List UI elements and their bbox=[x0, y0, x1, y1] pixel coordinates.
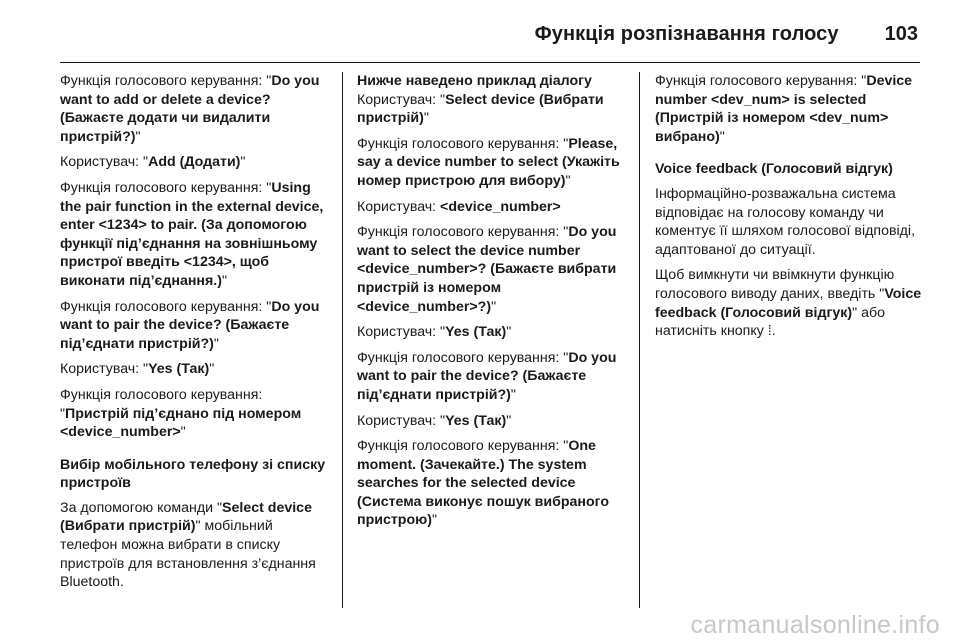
dialog-line: Користувач: "Select device (Вибрати пристрій)" bbox=[357, 91, 604, 127]
paragraph: Інформаційно-розважальна система відповідає на голосову команду чи коментує її шляхом голосової відповіді, адаптованої до ситуації. bbox=[655, 185, 916, 258]
section-heading: Нижче наведено приклад діалогу bbox=[357, 73, 592, 89]
column-1 bbox=[60, 72, 330, 599]
paragraph: За допомогою команди "Select device (Вибрати пристрій)" мобільний телефон можна вибрати в списку пристроїв для встановлення з’єднання Bluetooth. bbox=[60, 499, 316, 591]
dialog-line: Користувач: "Yes (Так)" bbox=[357, 412, 512, 429]
dialog-line: Користувач: "Yes (Так)" bbox=[357, 324, 512, 341]
dialog-line: Функція голосового керування: "Using the pair function in the external device, enter <1234> to pair. (За допомогою функції під’єднання на зовнішньому пристрої введіть <1234>, щоб виконати під’єднання.)" bbox=[60, 179, 324, 289]
dialog-line: Користувач: "Add (Додати)" bbox=[60, 154, 246, 171]
watermark: carmanualsonline.info bbox=[690, 611, 940, 639]
dialog-line: Функція голосового керування: "Do you want to add or delete a device? (Бажаєте додати чи видалити пристрій?)" bbox=[60, 73, 320, 145]
page-title: Функція розпізнавання голосу bbox=[534, 22, 839, 45]
dialog-line: Користувач: <device_number> bbox=[357, 198, 561, 215]
column-divider-1 bbox=[342, 72, 343, 608]
dialog-line: Функція голосового керування: "Do you want to select the device number <device_number>? (Бажаєте вибрати пристрій із номером <device_number>?)" bbox=[357, 224, 617, 315]
page-number: 103 bbox=[884, 22, 918, 45]
paragraph: Щоб вимкнути чи ввімкнути функцію голосового виводу даних, введіть "Voice feedback (Голосовий відгук)" або натисніть кнопку ⁞. bbox=[655, 267, 922, 340]
section-heading: Voice feedback (Голосовий відгук) bbox=[655, 161, 893, 178]
dialog-line: Функція голосового керування: "Do you want to pair the device? (Бажаєте під’єднати пристрій?)" bbox=[357, 349, 617, 403]
header-divider bbox=[60, 62, 920, 63]
dialog-line: Користувач: "Yes (Так)" bbox=[60, 361, 215, 378]
dialog-line: Функція голосового керування: "Пристрій під’єднано під номером <device_number>" bbox=[60, 386, 302, 441]
dialog-line: Функція голосового керування: "Please, say a device number to select (Укажіть номер пристрою для вибору)" bbox=[357, 135, 620, 189]
section-heading: Вибір мобільного телефону зі списку пристроїв bbox=[60, 456, 326, 492]
column-divider-2 bbox=[639, 72, 640, 608]
dialog-line: Функція голосового керування: "Device number <dev_num> is selected (Пристрій із номером <dev_num> вибрано)" bbox=[655, 73, 913, 145]
dialog-line: Функція голосового керування: "Do you want to pair the device? (Бажаєте під’єднати пристрій?)" bbox=[60, 298, 320, 352]
dialog-line: Функція голосового керування: "One moment. (Зачекайте.) The system searches for the selected device (Система виконує пошук вибраного пристрою)" bbox=[357, 438, 610, 529]
column-3 bbox=[655, 72, 925, 348]
voice-button-icon: ⁞ bbox=[767, 323, 772, 340]
column-2 bbox=[357, 72, 627, 537]
page-header bbox=[0, 14, 918, 54]
